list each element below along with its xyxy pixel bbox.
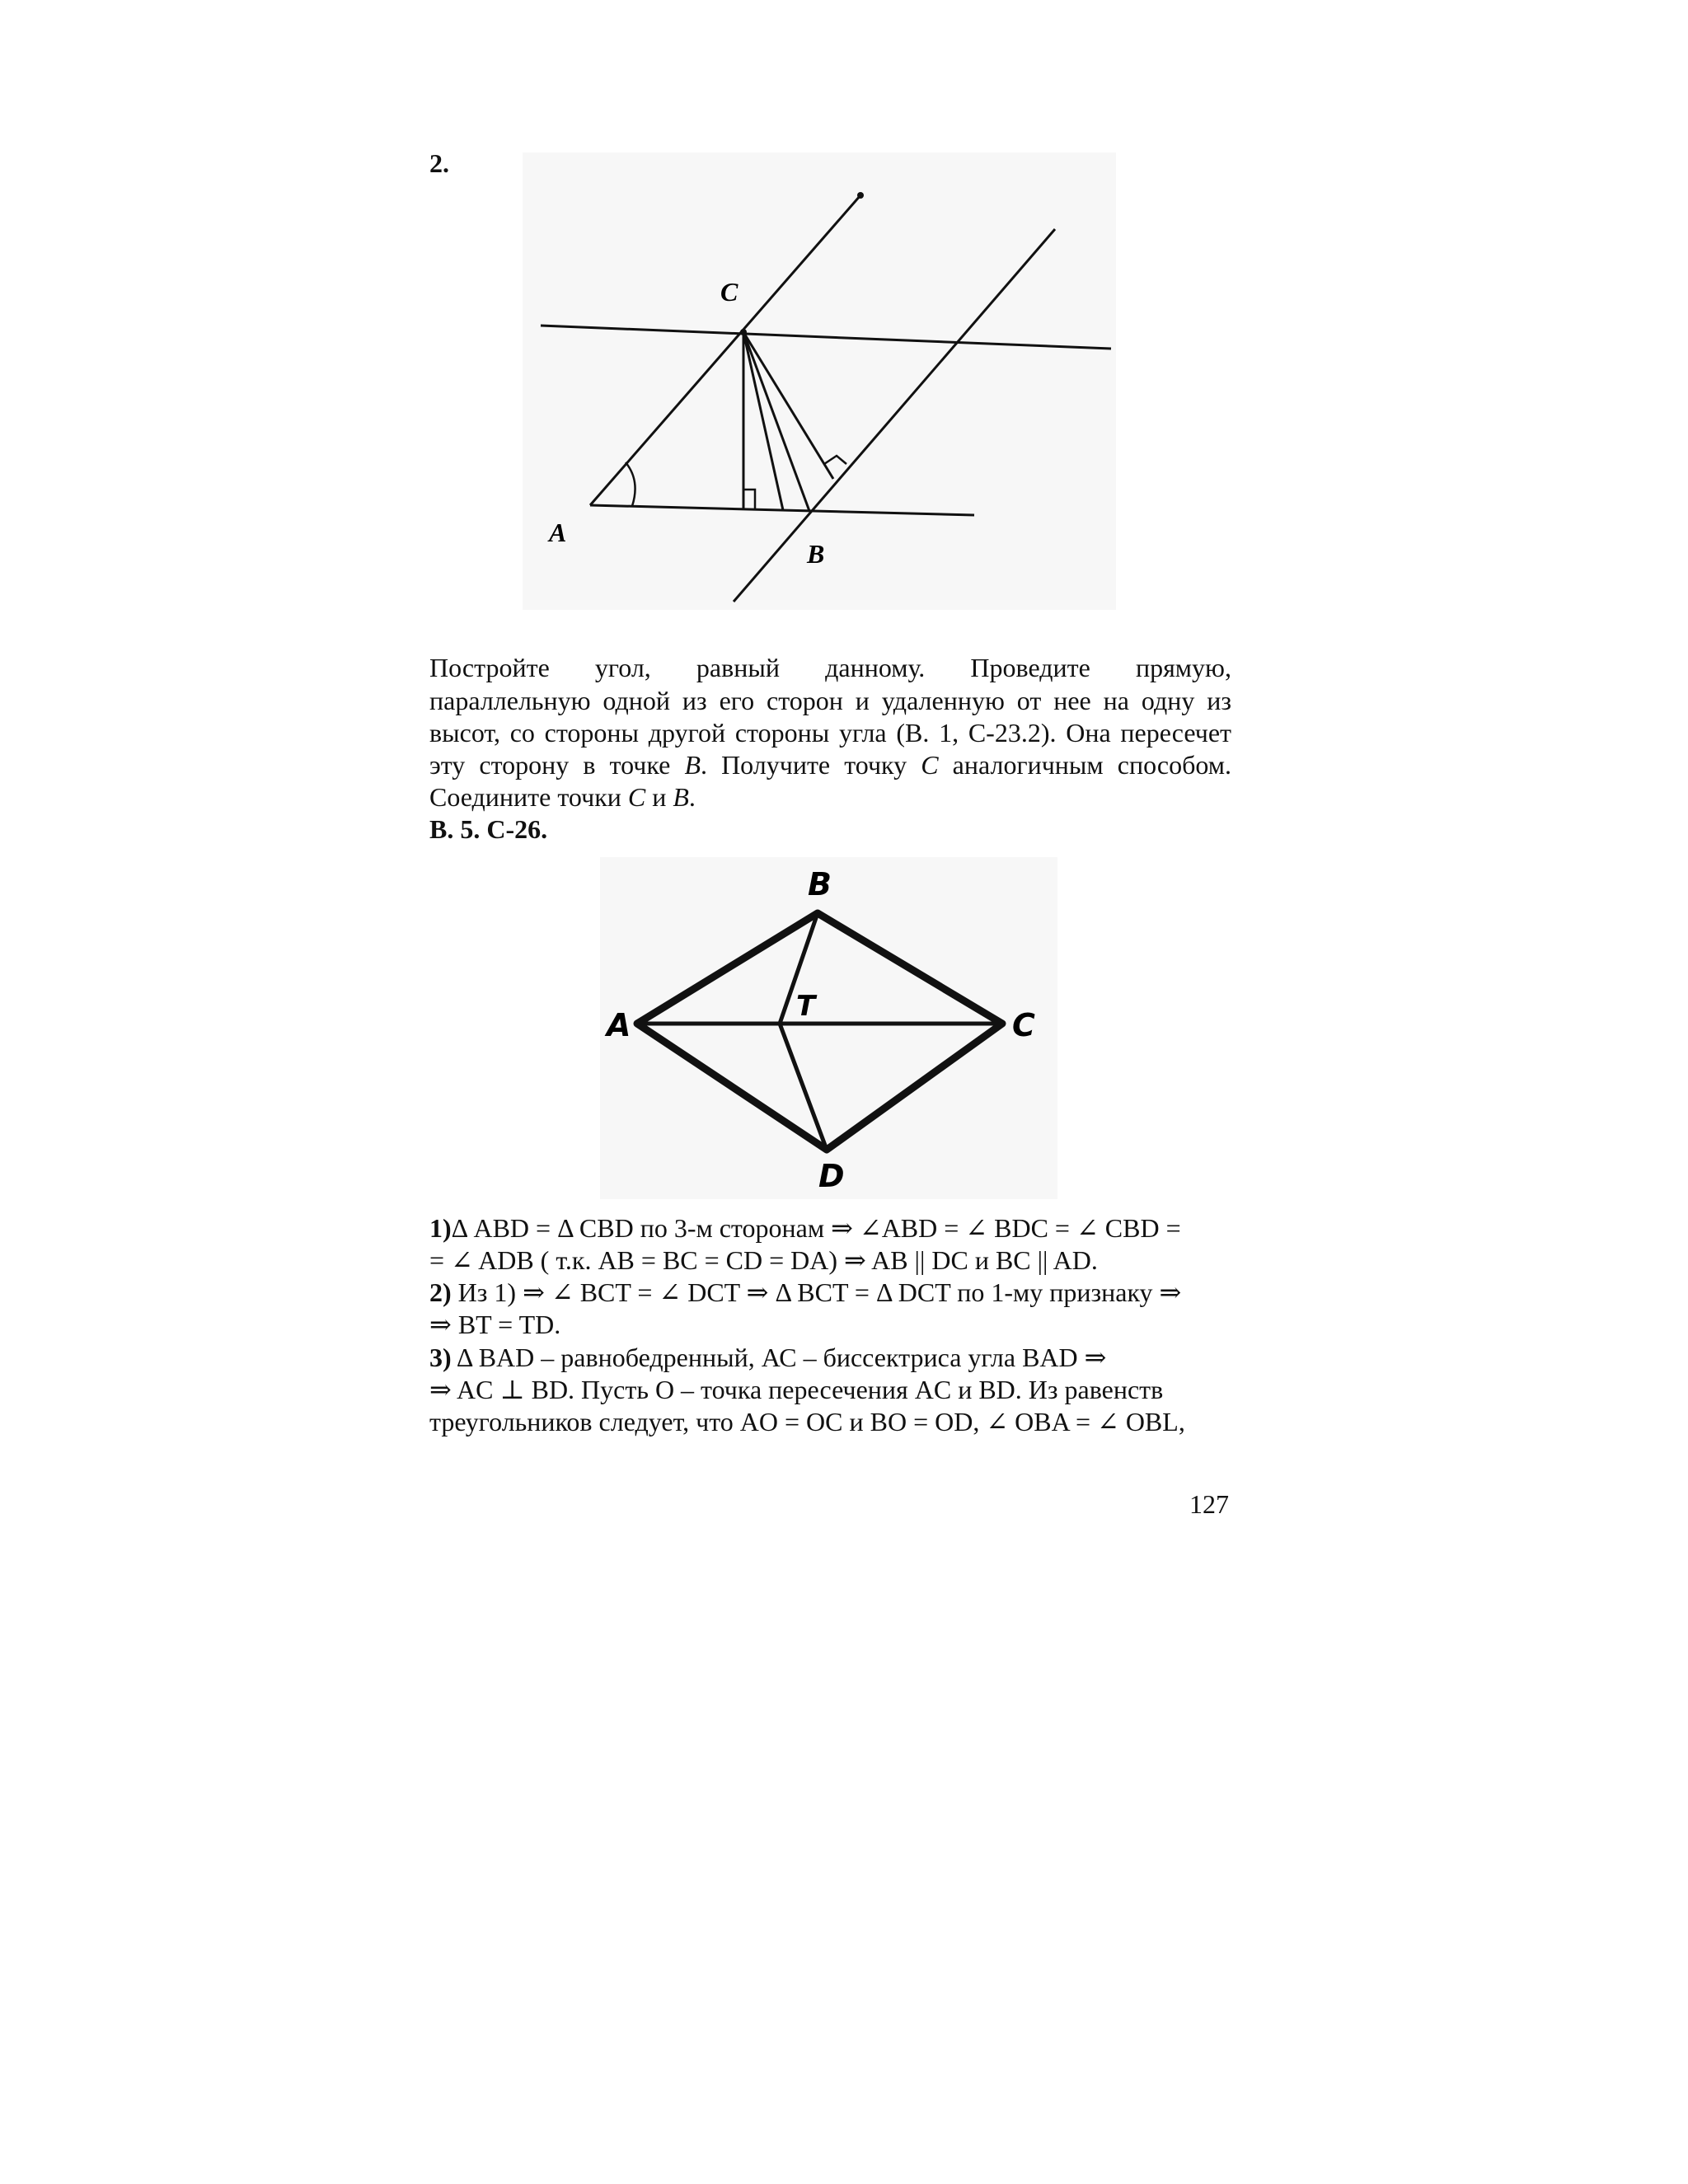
solution-step-3-line-3: треугольников следует, что AO = OC и BO = OD, ∠ OBA = ∠ OBL, (429, 1407, 1185, 1436)
solution-step-3-line-1 (429, 1341, 1106, 1374)
word: Постройте (429, 653, 550, 682)
figure1-svg (523, 152, 1116, 610)
step-number: 3) (429, 1343, 452, 1372)
point-C (740, 329, 747, 335)
ray-end-dot (857, 192, 864, 199)
solution-step-3-line-2: ⇒ AC ⊥ BD. Пусть O – точка пересечения AC и BD. Из равенств (429, 1375, 1164, 1404)
label-T: T (796, 990, 816, 1023)
rhombus-ABCD (637, 913, 1002, 1150)
text: аналогичным способом. (938, 750, 1232, 780)
var: C (627, 782, 646, 812)
line-through-C (541, 326, 1111, 349)
var: B (684, 750, 701, 780)
angle-arc-A (626, 462, 635, 506)
text: Соедините точки (429, 782, 628, 812)
figure-rhombus (600, 857, 1057, 1199)
word: Проведите (970, 653, 1090, 682)
text: эту сторону в точке (429, 750, 685, 780)
instruction-line-2: параллельную одной из его сторон и удаленную от нее на одну из (429, 686, 1231, 715)
text: и (645, 782, 673, 812)
exercise-number: 2. (429, 148, 449, 178)
right-angle-mark-2 (824, 456, 846, 464)
section-heading: В. 5. С-26. (429, 814, 548, 844)
page-number: 127 (1189, 1489, 1229, 1519)
label-A: A (607, 1007, 631, 1043)
solution-step-2-line-1 (429, 1276, 1181, 1309)
instruction-line-3: высот, со стороны другой стороны угла (В. 1, С-23.2). Она пересечет (429, 718, 1231, 748)
figure-angle-construction (523, 152, 1116, 610)
word: данному. (825, 653, 926, 682)
solution-step-1-line-1 (429, 1212, 1181, 1244)
figure2-svg (600, 857, 1057, 1199)
label-C: C (1012, 1007, 1035, 1043)
text: . (688, 782, 696, 812)
step-text: Δ BAD – равнобедренный, АС – биссектриса угла BAD ⇒ (451, 1343, 1107, 1372)
word: прямую, (1135, 653, 1231, 682)
label-C: C (720, 277, 738, 307)
var: C (921, 750, 939, 780)
step-text: Из 1) ⇒ ∠ BCT = ∠ DCT ⇒ Δ BCT = Δ DCT по 1-му признаку ⇒ (451, 1277, 1182, 1307)
solution-step-2-line-2: ⇒ BT = TD. (429, 1310, 561, 1339)
instruction-line-1 (429, 651, 1231, 684)
instruction-line-4 (429, 748, 1231, 781)
instruction-line-5 (429, 780, 696, 813)
step-text: Δ ABD = Δ CBD по 3-м сторонам ⇒ ∠ABD = ∠ BDC = ∠ CBD = (451, 1213, 1181, 1243)
step-number: 1) (429, 1213, 452, 1243)
step-number: 2) (429, 1277, 452, 1307)
label-B: B (808, 866, 832, 902)
word: равный (696, 653, 780, 682)
var: B (673, 782, 689, 812)
right-angle-mark-1 (743, 490, 755, 509)
text: . Получите точку (700, 750, 921, 780)
label-B: B (807, 539, 825, 569)
solution-step-1-line-2: = ∠ ADB ( т.к. AB = BC = CD = DA) ⇒ AB || DC и BC || AD. (429, 1245, 1098, 1275)
label-A: A (549, 518, 567, 547)
word: угол, (594, 653, 651, 682)
label-D: D (818, 1158, 845, 1194)
